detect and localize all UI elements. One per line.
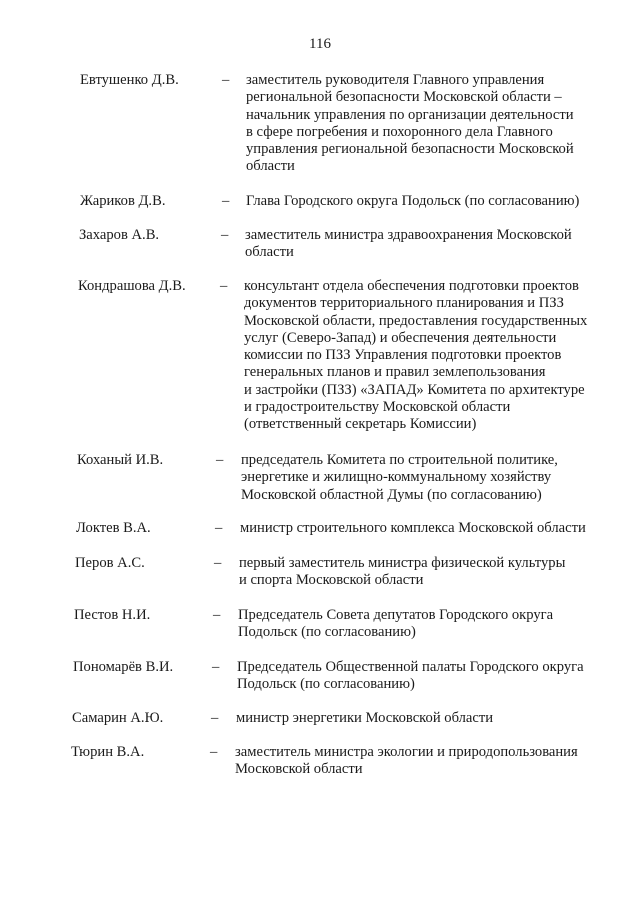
member-role: Председатель Совета депутатов Городского округа Подольск (по согласованию) (238, 607, 554, 641)
member-name: Захаров А.В. (79, 227, 160, 243)
member-role: председатель Комитета по строительной политике, энергетике и жилищно-коммунальному хозяйству Московской областной Думы (по согласованию) (241, 452, 558, 503)
member-name: Перов А.С. (75, 555, 145, 571)
member-role: Глава Городского округа Подольск (по согласованию) (246, 193, 580, 209)
member-dash: – (221, 227, 229, 243)
page-number: 116 (309, 36, 331, 52)
member-name: Коханый И.В. (77, 452, 164, 468)
member-dash: – (211, 710, 219, 726)
member-dash: – (222, 193, 230, 209)
member-dash: – (213, 607, 221, 623)
member-dash: – (220, 278, 228, 294)
member-dash: – (214, 555, 222, 571)
member-role: первый заместитель министра физической культуры и спорта Московской области (239, 555, 566, 589)
member-role: заместитель министра здравоохранения Московской области (245, 227, 572, 261)
member-role: министр энергетики Московской области (236, 710, 494, 726)
member-role: Председатель Общественной палаты Городского округа Подольск (по согласованию) (237, 659, 584, 693)
member-name: Самарин А.Ю. (72, 710, 164, 726)
member-dash: – (216, 452, 224, 468)
member-role: министр строительного комплекса Московской области (240, 520, 586, 536)
member-dash: – (215, 520, 223, 536)
member-name: Локтев В.А. (76, 520, 151, 536)
member-name: Жариков Д.В. (80, 193, 166, 209)
member-dash: – (210, 744, 218, 760)
member-name: Пестов Н.И. (74, 607, 151, 623)
member-dash: – (222, 72, 230, 88)
member-name: Кондрашова Д.В. (78, 278, 186, 294)
member-dash: – (212, 659, 220, 675)
member-name: Пономарёв В.И. (73, 659, 174, 675)
member-role: консультант отдела обеспечения подготовки проектов документов территориального планирования и ПЗЗ Московской области, предоставления государственных услуг (Северо-Запад) и обеспечения деятельности комиссии по ПЗЗ Управления подготовки проектов генеральных планов и правил землепользования и застройки (ПЗЗ) «ЗАПАД» Комитета по архитектуре и градостроительству Московской области (ответственный секретарь Комиссии) (244, 278, 588, 433)
member-name: Тюрин В.А. (71, 744, 145, 760)
member-role: заместитель министра экологии и природопользования Московской области (235, 744, 578, 778)
member-name: Евтушенко Д.В. (80, 72, 179, 88)
member-role: заместитель руководителя Главного управления региональной безопасности Московской области – начальник управления по организации деятельности в сфере погребения и похоронного дела Главного управления региональной безопасности Московской области (246, 72, 574, 175)
